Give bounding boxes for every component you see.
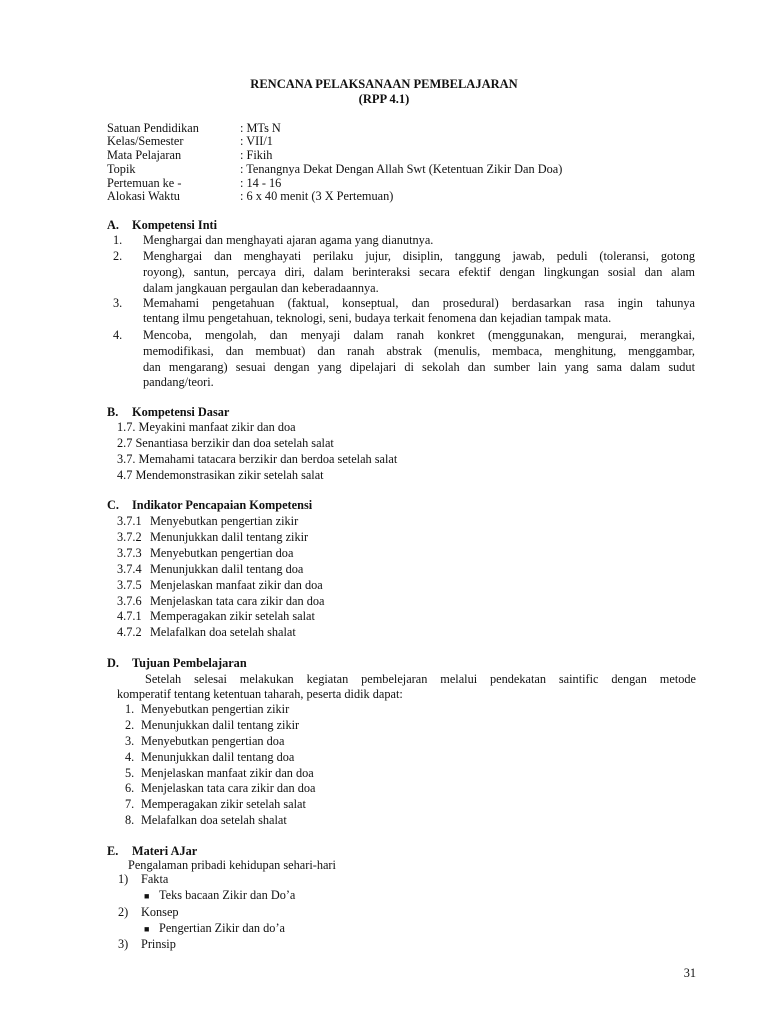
list-item: 1.7. Meyakini manfaat zikir dan doa	[117, 420, 296, 434]
item-text: dalam jangkauan pergaulan dan keberadaannya.	[143, 281, 379, 295]
list-item	[118, 872, 169, 887]
bullet-item	[144, 921, 286, 937]
list-item	[125, 797, 306, 812]
section-letter: D.	[107, 656, 119, 670]
item-text: Menjelaskan manfaat zikir dan doa	[141, 766, 314, 780]
item-text: Menghargai dan menghayati perilaku jujur, disiplin, tanggung jawab, peduli (toleransi, gotong	[143, 249, 695, 263]
item-number: 2.	[125, 718, 135, 732]
list-item	[117, 546, 294, 561]
section-letter: B.	[107, 405, 119, 419]
page-number: 31	[683, 966, 696, 980]
item-number: 2)	[118, 905, 129, 919]
item-text: Menyebutkan pengertian doa	[150, 546, 294, 560]
list-item	[125, 750, 295, 765]
item-text: Menunjukkan dalil tentang doa	[141, 750, 295, 764]
list-item	[117, 594, 325, 609]
list-item	[117, 514, 299, 529]
item-text: Menunjukkan dalil tentang doa	[150, 562, 304, 576]
section-title: Materi AJar	[132, 844, 198, 858]
document-subtitle: (RPP 4.1)	[358, 92, 410, 106]
item-text: tentang ilmu pengetahuan, teknologi, seni, budaya terkait fenomena dan kejadian tampak mata.	[143, 311, 612, 325]
item-text: royong), santun, percaya diri, dalam berinteraksi secara efektif dengan lingkungan sosial dan alam	[143, 265, 695, 279]
item-text: Memperagakan zikir setelah salat	[150, 609, 315, 623]
bullet-square-icon: ■	[144, 924, 150, 934]
item-number: 3.7.4	[117, 562, 142, 576]
item-number: 1.	[125, 702, 135, 716]
section-letter: A.	[107, 218, 119, 232]
identity-label: Mata Pelajaran	[107, 148, 182, 162]
item-number: 2.	[113, 249, 123, 263]
item-text: Mencoba, mengolah, dan menyaji dalam ranah konkret (menggunakan, mengurai, merangkai,	[143, 328, 695, 342]
list-item	[117, 625, 296, 640]
item-text: Menjelaskan manfaat zikir dan doa	[150, 578, 323, 592]
identity-value: : 14 - 16	[240, 176, 282, 190]
list-item: 2.7 Senantiasa berzikir dan doa setelah salat	[117, 436, 334, 450]
bullet-square-icon: ■	[144, 891, 150, 901]
identity-value: : Fikih	[240, 148, 273, 162]
item-text: pandang/teori.	[143, 375, 214, 389]
bullet-item	[144, 888, 296, 904]
item-text: Memperagakan zikir setelah salat	[141, 797, 306, 811]
list-item	[118, 905, 179, 920]
item-text: Menyebutkan pengertian zikir	[150, 514, 299, 528]
identity-value: : 6 x 40 menit (3 X Pertemuan)	[240, 189, 394, 203]
section-title: Tujuan Pembelajaran	[132, 656, 247, 670]
item-number: 4.7.1	[117, 609, 142, 623]
identity-label: Alokasi Waktu	[107, 189, 180, 203]
item-number: 7.	[125, 797, 135, 811]
paragraph-text: Setelah selesai melakukan kegiatan pembelejaran melalui pendekatan saintific dengan metode	[145, 672, 696, 686]
item-text: Menunjukkan dalil tentang zikir	[150, 530, 309, 544]
list-item	[117, 562, 304, 577]
section-d-heading	[107, 656, 247, 671]
list-item: 3.7. Memahami tatacara berzikir dan berdoa setelah salat	[117, 452, 398, 466]
item-number: 3.	[125, 734, 135, 748]
list-item	[125, 734, 285, 749]
item-number: 3)	[118, 937, 129, 951]
list-item	[125, 702, 290, 717]
item-number: 3.	[113, 296, 123, 310]
identity-value: : Tenangnya Dekat Dengan Allah Swt (Ketentuan Zikir Dan Doa)	[240, 162, 563, 176]
identity-value: : MTs N	[240, 121, 281, 135]
section-letter: C.	[107, 498, 119, 512]
item-text: Menyebutkan pengertian doa	[141, 734, 285, 748]
item-number: 3.7.6	[117, 594, 142, 608]
item-text: Melafalkan doa setelah shalat	[150, 625, 296, 639]
section-e-heading	[107, 844, 197, 859]
list-item	[117, 530, 309, 545]
item-number: 1.	[113, 233, 123, 247]
identity-value: : VII/1	[240, 134, 273, 148]
item-text: Melafalkan doa setelah shalat	[141, 813, 287, 827]
item-text: Konsep	[141, 905, 179, 919]
item-text: Menjelaskan tata cara zikir dan doa	[150, 594, 325, 608]
item-number: 1)	[118, 872, 129, 886]
item-number: 8.	[125, 813, 135, 827]
list-item: 4.7 Mendemonstrasikan zikir setelah salat	[117, 468, 324, 482]
item-number: 4.	[113, 328, 123, 342]
list-item	[125, 813, 287, 828]
identity-label: Kelas/Semester	[107, 134, 184, 148]
item-text: memodifikasi, dan membuat) dan ranah abstrak (menulis, membaca, menghitung, menggambar,	[143, 344, 695, 358]
item-number: 3.7.5	[117, 578, 142, 592]
list-item	[125, 766, 314, 781]
item-number: 6.	[125, 781, 135, 795]
item-text: Memahami pengetahuan (faktual, konseptual, dan prosedural) berdasarkan rasa ingin tahunya	[143, 296, 695, 310]
item-text: Fakta	[141, 872, 169, 886]
list-item	[117, 578, 323, 593]
identity-label: Pertemuan ke -	[107, 176, 182, 190]
item-text: Prinsip	[141, 937, 176, 951]
bullet-text: Teks bacaan Zikir dan Do’a	[159, 888, 296, 902]
item-text: Menghargai dan menghayati ajaran agama yang dianutnya.	[143, 233, 434, 247]
section-c-heading	[107, 498, 312, 513]
item-number: 3.7.3	[117, 546, 142, 560]
list-item	[125, 718, 300, 733]
identity-label: Topik	[107, 162, 136, 176]
section-title: Kompetensi Dasar	[132, 405, 230, 419]
identity-label: Satuan Pendidikan	[107, 121, 199, 135]
paragraph-line	[145, 672, 696, 687]
list-item	[118, 937, 176, 952]
section-title: Indikator Pencapaian Kompetensi	[132, 498, 313, 512]
bullet-text: Pengertian Zikir dan do’a	[159, 921, 286, 935]
item-text: dan mengarang) sesuai dengan yang dipelajari di sekolah dan sumber lain yang sama dalam sudut	[143, 360, 695, 374]
item-text: Menjelaskan tata cara zikir dan doa	[141, 781, 316, 795]
item-number: 3.7.1	[117, 514, 142, 528]
document-title: RENCANA PELAKSANAAN PEMBELAJARAN	[250, 77, 518, 91]
list-item	[117, 609, 315, 624]
section-b-heading	[107, 405, 229, 420]
paragraph-line: Pengalaman pribadi kehidupan sehari-hari	[128, 858, 336, 872]
list-item	[125, 781, 316, 796]
item-number: 5.	[125, 766, 135, 780]
section-title: Kompetensi Inti	[132, 218, 218, 232]
item-number: 4.7.2	[117, 625, 142, 639]
section-a-heading	[107, 218, 217, 233]
item-text: Menunjukkan dalil tentang zikir	[141, 718, 300, 732]
item-text: Menyebutkan pengertian zikir	[141, 702, 290, 716]
item-number: 4.	[125, 750, 135, 764]
section-letter: E.	[107, 844, 119, 858]
item-number: 3.7.2	[117, 530, 142, 544]
paragraph-line: komperatif tentang ketentuan taharah, peserta didik dapat:	[117, 687, 403, 701]
